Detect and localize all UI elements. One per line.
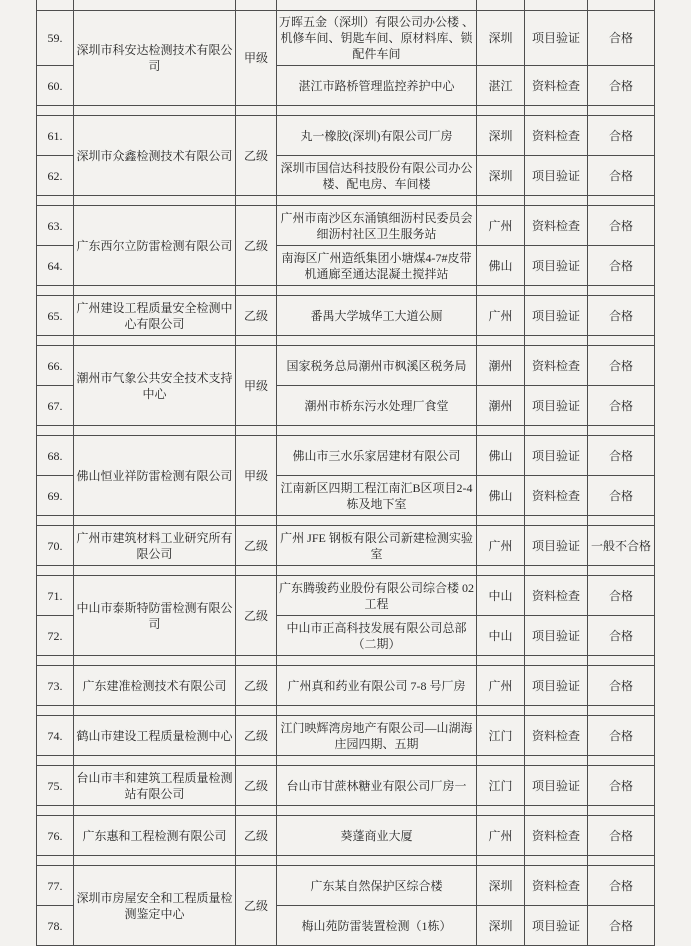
project-name-cell: 深圳市国信达科技股份有限公司办公楼、配电房、车间楼 [277,156,477,196]
project-name-cell: 梅山苑防雷装置检测（1栋） [277,906,477,946]
divider-cell [37,286,74,296]
result-cell: 合格 [588,386,655,426]
divider-cell [74,516,236,526]
check-type-cell: 项目验证 [525,666,588,706]
divider-cell [37,516,74,526]
divider-cell [525,286,588,296]
qualification-grade-cell: 乙级 [236,666,277,706]
divider-cell [74,286,236,296]
qualification-grade-cell: 乙级 [236,576,277,656]
qualification-grade-cell: 甲级 [236,436,277,516]
row-number-cell: 64. [37,246,74,286]
qualification-grade-cell: 乙级 [236,296,277,336]
city-cell: 广州 [477,206,525,246]
check-type-cell: 项目验证 [525,906,588,946]
divider-cell [236,706,277,716]
group-divider-row [37,286,655,296]
company-name-cell: 深圳市房屋安全和工程质量检测鉴定中心 [74,866,236,946]
divider-cell [74,426,236,436]
city-cell: 广州 [477,526,525,566]
row-number-cell: 65. [37,296,74,336]
divider-cell [477,516,525,526]
divider-cell [37,756,74,766]
project-name-cell: 广州 JFE 钢板有限公司新建检测实验室 [277,526,477,566]
project-name-cell: 湛江市路桥管理监控养护中心 [277,66,477,106]
divider-cell [277,0,477,11]
divider-cell [525,856,588,866]
city-cell: 深圳 [477,866,525,906]
table-row [37,116,655,156]
divider-cell [74,0,236,11]
table-row [37,526,655,566]
project-name-cell: 广州真和药业有限公司 7-8 号厂房 [277,666,477,706]
divider-cell [477,0,525,11]
result-cell: 合格 [588,206,655,246]
check-type-cell: 项目验证 [525,436,588,476]
divider-cell [236,106,277,116]
city-cell: 潮州 [477,346,525,386]
row-number-cell: 67. [37,386,74,426]
divider-cell [277,756,477,766]
divider-cell [37,706,74,716]
project-name-cell: 佛山市三水乐家居建材有限公司 [277,436,477,476]
city-cell: 佛山 [477,436,525,476]
divider-cell [525,106,588,116]
divider-cell [236,426,277,436]
divider-cell [74,566,236,576]
company-name-cell: 深圳市众鑫检测技术有限公司 [74,116,236,196]
qualification-grade-cell: 甲级 [236,346,277,426]
company-name-cell: 中山市泰斯特防雷检测有限公司 [74,576,236,656]
result-cell: 合格 [588,816,655,856]
project-name-cell: 广东腾骏药业股份有限公司综合楼 02 工程 [277,576,477,616]
divider-cell [588,106,655,116]
divider-cell [525,656,588,666]
divider-cell [277,426,477,436]
row-number-cell: 69. [37,476,74,516]
divider-cell [588,426,655,436]
result-cell: 合格 [588,766,655,806]
table-row [37,866,655,906]
divider-cell [236,336,277,346]
project-name-cell: 广州市南沙区东涌镇细沥村民委员会细沥村社区卫生服务站 [277,206,477,246]
divider-cell [525,516,588,526]
divider-cell [236,516,277,526]
divider-cell [74,806,236,816]
table-row [37,11,655,66]
project-name-cell: 丸一橡胶(深圳)有限公司厂房 [277,116,477,156]
check-type-cell: 项目验证 [525,386,588,426]
divider-cell [588,336,655,346]
company-name-cell: 广州市建筑材料工业研究所有限公司 [74,526,236,566]
company-name-cell: 潮州市气象公共安全技术支持中心 [74,346,236,426]
table-top-cut-row [37,0,655,11]
check-type-cell: 项目验证 [525,616,588,656]
divider-cell [525,706,588,716]
result-cell: 合格 [588,66,655,106]
divider-cell [236,856,277,866]
qualification-grade-cell: 乙级 [236,866,277,946]
project-name-cell: 葵蓬商业大厦 [277,816,477,856]
group-divider-row [37,426,655,436]
group-divider-row [37,856,655,866]
table-row [37,816,655,856]
check-type-cell: 资料检查 [525,116,588,156]
divider-cell [588,286,655,296]
group-divider-row [37,106,655,116]
divider-cell [236,806,277,816]
divider-cell [74,856,236,866]
city-cell: 中山 [477,576,525,616]
company-name-cell: 深圳市科安达检测技术有限公司 [74,11,236,106]
divider-cell [525,756,588,766]
divider-cell [37,656,74,666]
divider-cell [37,106,74,116]
divider-cell [477,706,525,716]
divider-cell [37,0,74,11]
divider-cell [525,196,588,206]
result-cell: 合格 [588,906,655,946]
divider-cell [37,426,74,436]
row-number-cell: 66. [37,346,74,386]
table-row [37,666,655,706]
divider-cell [525,806,588,816]
qualification-grade-cell: 乙级 [236,526,277,566]
company-name-cell: 广州建设工程质量安全检测中心有限公司 [74,296,236,336]
row-number-cell: 60. [37,66,74,106]
result-cell: 合格 [588,11,655,66]
row-number-cell: 71. [37,576,74,616]
city-cell: 佛山 [477,476,525,516]
row-number-cell: 72. [37,616,74,656]
divider-cell [37,806,74,816]
city-cell: 深圳 [477,116,525,156]
group-divider-row [37,656,655,666]
divider-cell [74,756,236,766]
divider-cell [277,856,477,866]
divider-cell [525,336,588,346]
group-divider-row [37,336,655,346]
divider-cell [477,336,525,346]
project-name-cell: 江门映辉湾房地产有限公司—山湖海庄园四期、五期 [277,716,477,756]
row-number-cell: 61. [37,116,74,156]
table-row [37,206,655,246]
city-cell: 潮州 [477,386,525,426]
group-divider-row [37,706,655,716]
divider-cell [588,706,655,716]
divider-cell [477,756,525,766]
company-name-cell: 佛山恒业祥防雷检测有限公司 [74,436,236,516]
divider-cell [37,336,74,346]
divider-cell [74,656,236,666]
divider-cell [236,566,277,576]
divider-cell [588,566,655,576]
check-type-cell: 资料检查 [525,816,588,856]
result-cell: 一般不合格 [588,526,655,566]
divider-cell [74,336,236,346]
divider-cell [525,426,588,436]
city-cell: 湛江 [477,66,525,106]
divider-cell [277,196,477,206]
project-name-cell: 江南新区四期工程江南汇B区项目2-4栋及地下室 [277,476,477,516]
city-cell: 深圳 [477,156,525,196]
city-cell: 深圳 [477,11,525,66]
check-type-cell: 项目验证 [525,246,588,286]
row-number-cell: 73. [37,666,74,706]
divider-cell [588,806,655,816]
divider-cell [477,856,525,866]
row-number-cell: 77. [37,866,74,906]
inspection-results-table [36,0,655,946]
divider-cell [236,0,277,11]
project-name-cell: 番禺大学城华工大道公厕 [277,296,477,336]
city-cell: 江门 [477,766,525,806]
result-cell: 合格 [588,476,655,516]
result-cell: 合格 [588,116,655,156]
company-name-cell: 广东惠和工程检测有限公司 [74,816,236,856]
result-cell: 合格 [588,666,655,706]
check-type-cell: 项目验证 [525,526,588,566]
check-type-cell: 项目验证 [525,296,588,336]
project-name-cell: 万晖五金（深圳）有限公司办公楼 、机修车间、钥匙车间、原材料库、锁配件车间 [277,11,477,66]
check-type-cell: 项目验证 [525,11,588,66]
project-name-cell: 国家税务总局潮州市枫溪区税务局 [277,346,477,386]
check-type-cell: 项目验证 [525,766,588,806]
row-number-cell: 70. [37,526,74,566]
divider-cell [525,0,588,11]
row-number-cell: 63. [37,206,74,246]
city-cell: 江门 [477,716,525,756]
result-cell: 合格 [588,156,655,196]
qualification-grade-cell: 甲级 [236,11,277,106]
divider-cell [588,656,655,666]
check-type-cell: 资料检查 [525,476,588,516]
divider-cell [477,106,525,116]
row-number-cell: 78. [37,906,74,946]
table-row [37,346,655,386]
result-cell: 合格 [588,246,655,286]
city-cell: 广州 [477,296,525,336]
divider-cell [37,196,74,206]
divider-cell [74,106,236,116]
group-divider-row [37,756,655,766]
city-cell: 中山 [477,616,525,656]
table-row [37,576,655,616]
row-number-cell: 62. [37,156,74,196]
group-divider-row [37,566,655,576]
divider-cell [477,806,525,816]
city-cell: 深圳 [477,906,525,946]
divider-cell [277,516,477,526]
divider-cell [37,566,74,576]
check-type-cell: 资料检查 [525,66,588,106]
row-number-cell: 76. [37,816,74,856]
project-name-cell: 广东某自然保护区综合楼 [277,866,477,906]
check-type-cell: 项目验证 [525,156,588,196]
divider-cell [588,196,655,206]
result-cell: 合格 [588,866,655,906]
qualification-grade-cell: 乙级 [236,116,277,196]
divider-cell [277,336,477,346]
check-type-cell: 资料检查 [525,576,588,616]
row-number-cell: 74. [37,716,74,756]
divider-cell [588,756,655,766]
divider-cell [277,706,477,716]
divider-cell [588,856,655,866]
table-row [37,436,655,476]
city-cell: 广州 [477,816,525,856]
table-row [37,766,655,806]
divider-cell [588,516,655,526]
project-name-cell: 南海区广州造纸集团小塘煤4-7#皮带机通廊至通达混凝土搅拌站 [277,246,477,286]
project-name-cell: 台山市甘蔗林糖业有限公司厂房一 [277,766,477,806]
row-number-cell: 68. [37,436,74,476]
result-cell: 合格 [588,296,655,336]
result-cell: 合格 [588,346,655,386]
result-cell: 合格 [588,576,655,616]
divider-cell [37,856,74,866]
city-cell: 广州 [477,666,525,706]
divider-cell [74,706,236,716]
divider-cell [277,106,477,116]
qualification-grade-cell: 乙级 [236,816,277,856]
divider-cell [277,656,477,666]
divider-cell [588,0,655,11]
qualification-grade-cell: 乙级 [236,716,277,756]
qualification-grade-cell: 乙级 [236,766,277,806]
check-type-cell: 资料检查 [525,866,588,906]
city-cell: 佛山 [477,246,525,286]
divider-cell [525,566,588,576]
divider-cell [236,656,277,666]
company-name-cell: 广东建准检测技术有限公司 [74,666,236,706]
divider-cell [74,196,236,206]
company-name-cell: 鹤山市建设工程质量检测中心 [74,716,236,756]
divider-cell [477,566,525,576]
table-row [37,296,655,336]
project-name-cell: 潮州市桥东污水处理厂食堂 [277,386,477,426]
divider-cell [477,656,525,666]
divider-cell [477,286,525,296]
divider-cell [477,196,525,206]
company-name-cell: 广东西尔立防雷检测有限公司 [74,206,236,286]
divider-cell [477,426,525,436]
divider-cell [236,756,277,766]
result-cell: 合格 [588,616,655,656]
divider-cell [236,286,277,296]
group-divider-row [37,516,655,526]
project-name-cell: 中山市正高科技发展有限公司总部（二期） [277,616,477,656]
row-number-cell: 75. [37,766,74,806]
check-type-cell: 资料检查 [525,346,588,386]
qualification-grade-cell: 乙级 [236,206,277,286]
check-type-cell: 资料检查 [525,206,588,246]
result-cell: 合格 [588,436,655,476]
row-number-cell: 59. [37,11,74,66]
divider-cell [277,566,477,576]
divider-cell [277,286,477,296]
table-row [37,716,655,756]
divider-cell [236,196,277,206]
check-type-cell: 资料检查 [525,716,588,756]
result-cell: 合格 [588,716,655,756]
company-name-cell: 台山市丰和建筑工程质量检测站有限公司 [74,766,236,806]
group-divider-row [37,806,655,816]
divider-cell [277,806,477,816]
group-divider-row [37,196,655,206]
